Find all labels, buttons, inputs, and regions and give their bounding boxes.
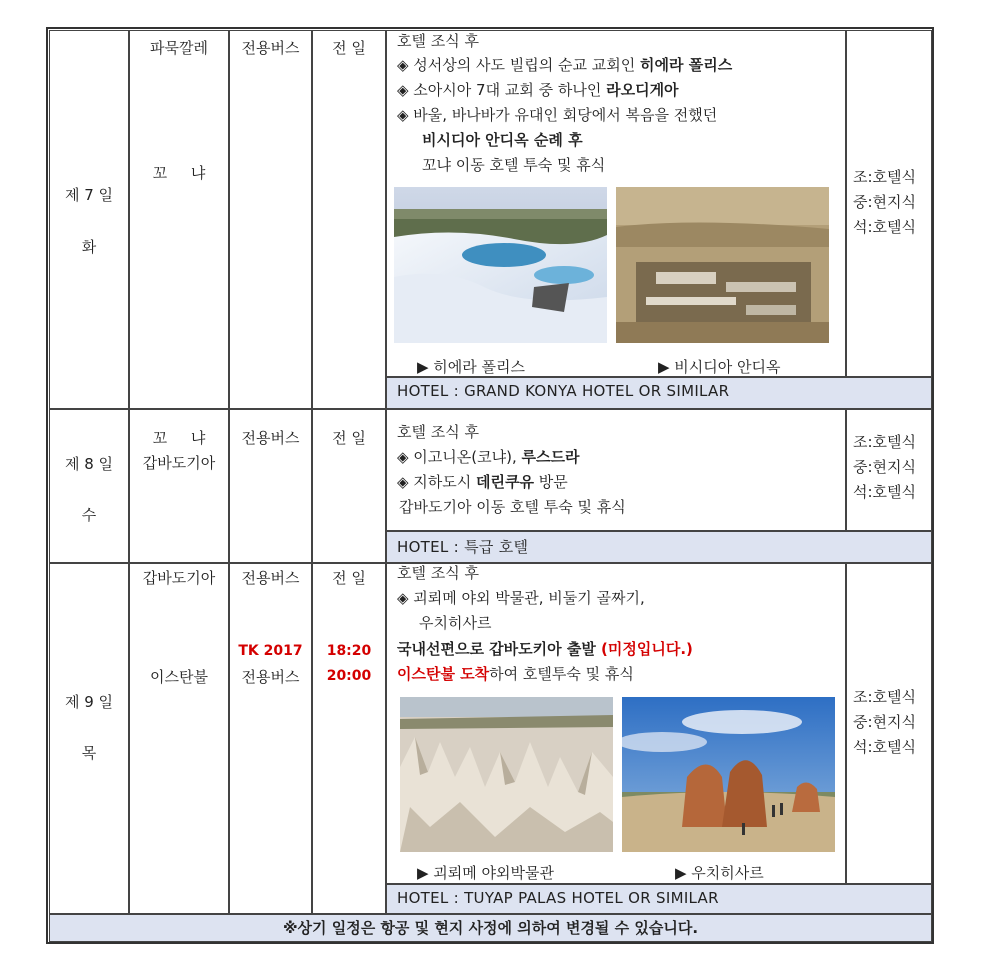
day8-meal-cell: [846, 409, 932, 531]
day7-day-cell: [49, 30, 129, 409]
day9-line-5: 이스탄불 도착하여 호텔투숙 및 휴식: [397, 665, 634, 683]
day8-line-4: 갑바도기아 이동 호텔 투숙 및 휴식: [399, 498, 626, 516]
day8-line-3: ◈ 지하도시 데린쿠유 방문: [397, 473, 568, 491]
day8-line-2: ◈ 이고니온(코냐), 루스드라: [397, 448, 580, 466]
day7-city-1: 파묵깔레: [150, 39, 208, 57]
day7-time: 전 일: [332, 39, 366, 57]
day7-transport-cell: [229, 30, 312, 409]
day8-time-cell: [312, 409, 386, 563]
pisidian-antioch-photo: [616, 187, 829, 343]
day9-time-1: 전 일: [332, 569, 366, 587]
day8-city-1: 꼬 냐: [152, 429, 206, 447]
day9-schedule-cell: [386, 563, 846, 884]
day9-city-1: 갑바도기아: [142, 569, 216, 587]
day8-day-label: 제 8 일: [64, 455, 114, 473]
day7-line-1: 호텔 조식 후: [397, 32, 479, 50]
day9-transport-2: 전용버스: [241, 668, 300, 686]
day9-time-cell: [312, 563, 386, 914]
day8-transport: 전용버스: [241, 429, 300, 447]
day8-hotel: HOTEL : 특급 호텔: [386, 531, 932, 563]
day7-time-cell: [312, 30, 386, 409]
day7-line-5: 비시디아 안디옥 순례 후: [422, 131, 583, 149]
day7-lunch: 중:현지식: [853, 193, 917, 211]
day7-day-label: 제 7 일: [64, 186, 114, 204]
day7-breakfast: 조:호텔식: [853, 168, 917, 186]
day8-breakfast: 조:호텔식: [853, 433, 917, 451]
day9-hotel: HOTEL : TUYAP PALAS HOTEL OR SIMILAR: [386, 884, 932, 914]
day8-weekday: 수: [81, 506, 97, 524]
day7-line-3: ◈ 소아시아 7대 교회 중 하나인 라오디게아: [397, 81, 679, 99]
day7-transport: 전용버스: [241, 39, 300, 57]
day7-weekday: 화: [81, 238, 97, 256]
day8-time: 전 일: [332, 429, 366, 447]
day8-schedule-cell: [386, 409, 846, 531]
day7-line-4: ◈ 바울, 바나바가 유대인 회당에서 복음을 전했던: [397, 106, 718, 124]
day7-caption-2: ▶ 비시디아 안디옥: [658, 358, 781, 376]
uchisar-photo: [622, 697, 835, 852]
day8-city-2: 갑바도기아: [142, 454, 216, 472]
day8-line-1: 호텔 조식 후: [397, 423, 479, 441]
hierapolis-photo: [394, 187, 607, 343]
day9-time-3: 20:00: [326, 668, 372, 684]
day7-caption-1: ▶ 히에라 폴리스: [417, 358, 526, 376]
day7-schedule-cell: [386, 30, 846, 377]
day9-lunch: 중:현지식: [853, 713, 917, 731]
day8-day-cell: [49, 409, 129, 563]
day9-time-2: 18:20: [326, 643, 372, 659]
day9-city-2: 이스탄불: [150, 668, 208, 686]
day9-line-2: ◈ 괴뢰메 야외 박물관, 비둘기 골짜기,: [397, 589, 645, 607]
schedule-notice: ※상기 일정은 항공 및 현지 사정에 의하여 변경될 수 있습니다.: [49, 914, 932, 942]
day8-transport-cell: [229, 409, 312, 563]
day9-weekday: 목: [81, 744, 97, 762]
day9-caption-1: ▶ 괴뢰메 야외박물관: [417, 864, 554, 882]
day7-line-6: 꼬냐 이동 호텔 투숙 및 휴식: [422, 156, 606, 174]
day9-line-1: 호텔 조식 후: [397, 564, 479, 582]
day9-breakfast: 조:호텔식: [853, 688, 917, 706]
day9-line-3: 우치히사르: [419, 614, 492, 632]
day8-lunch: 중:현지식: [853, 458, 917, 476]
day8-dinner: 석:호텔식: [853, 483, 917, 501]
day7-meal-cell: [846, 30, 932, 377]
day7-city-2: 꼬 냐: [152, 164, 206, 182]
day7-line-2: ◈ 성서상의 사도 빌립의 순교 교회인 히에라 폴리스: [397, 56, 733, 74]
day9-transport-1: 전용버스: [241, 569, 300, 587]
day9-day-cell: [49, 563, 129, 914]
day9-city-cell: [129, 563, 229, 914]
day9-transport-cell: [229, 563, 312, 914]
day7-dinner: 석:호텔식: [853, 218, 917, 236]
day9-caption-2: ▶ 우치히사르: [675, 864, 764, 882]
day9-dinner: 석:호텔식: [853, 738, 917, 756]
goreme-museum-photo: [400, 697, 613, 852]
day9-line-4: 국내선편으로 갑바도키아 출발 (미정입니다.): [397, 640, 693, 658]
day7-hotel: HOTEL : GRAND KONYA HOTEL OR SIMILAR: [386, 377, 932, 409]
day9-meal-cell: [846, 563, 932, 884]
day8-city-cell: [129, 409, 229, 563]
day9-day-label: 제 9 일: [64, 693, 114, 711]
day9-flight: TK 2017: [238, 643, 303, 659]
day7-city-cell: [129, 30, 229, 409]
